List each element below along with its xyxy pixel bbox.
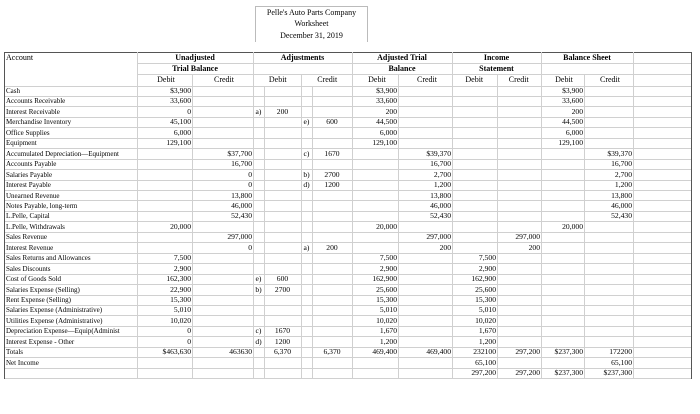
debit-column-header: Debit <box>555 75 573 84</box>
amount-cell: $37,700 <box>227 148 252 158</box>
amount-cell: d) <box>303 180 310 190</box>
account-name: Rent Expense (Selling) <box>6 296 71 304</box>
account-name: Interest Revenue <box>6 243 54 252</box>
amount-cell: 0 <box>248 169 252 179</box>
amount-cell: 297,200 <box>515 368 540 378</box>
account-name: Totals <box>6 348 24 357</box>
amount-cell: 0 <box>248 242 252 252</box>
amount-cell: 65,100 <box>611 357 632 367</box>
credit-column-header: Credit <box>417 75 437 84</box>
amount-cell: 1670 <box>324 148 340 158</box>
amount-cell: 1200 <box>274 336 291 346</box>
amount-cell: 13,800 <box>611 190 632 200</box>
amount-cell: 297,000 <box>227 232 252 242</box>
amount-cell: $3,900 <box>376 86 397 95</box>
amount-cell: 0 <box>187 326 191 336</box>
amount-cell: 463630 <box>229 347 252 357</box>
amount-cell: 6,000 <box>173 127 191 137</box>
column-group-subheader: Trial Balance <box>172 64 218 73</box>
amount-cell: 7,500 <box>379 253 397 263</box>
account-name: Sales Revenue <box>6 233 48 242</box>
column-group-header: Unadjusted <box>175 53 215 62</box>
account-name: Cash <box>6 87 20 95</box>
debit-column-header: Debit <box>268 75 287 84</box>
account-name: Interest Receivable <box>6 107 60 116</box>
credit-column-header: Credit <box>317 75 338 84</box>
amount-cell: 5,010 <box>379 305 397 315</box>
amount-cell: 2700 <box>324 169 340 179</box>
amount-cell: $39,370 <box>607 148 632 158</box>
amount-cell: 33,600 <box>562 96 583 106</box>
amount-cell: $463,630 <box>162 347 191 357</box>
amount-cell: c) <box>255 326 262 336</box>
column-group-subheader: Balance <box>388 64 416 73</box>
account-name: Unearned Revenue <box>6 191 60 200</box>
amount-cell: 1,200 <box>614 180 632 190</box>
amount-cell: 162,900 <box>372 274 397 284</box>
amount-cell: 200 <box>326 242 338 252</box>
amount-cell: 10,020 <box>376 315 397 325</box>
amount-cell: 16,700 <box>611 159 632 169</box>
column-group-header: Income <box>483 53 510 62</box>
amount-cell: 469,400 <box>426 347 451 357</box>
amount-cell: 6,000 <box>379 127 397 137</box>
amount-cell: 129,100 <box>558 138 583 148</box>
amount-cell: 297,000 <box>426 232 451 242</box>
amount-cell: 2,900 <box>173 263 191 273</box>
debit-column-header: Debit <box>368 75 386 84</box>
amount-cell: 44,500 <box>376 117 397 127</box>
credit-column-header: Credit <box>508 75 529 84</box>
amount-cell: $237,300 <box>554 368 583 378</box>
amount-cell: 0 <box>187 106 191 116</box>
amount-cell: 15,300 <box>475 295 496 304</box>
worksheet-date: December 31, 2019 <box>255 30 368 42</box>
amount-cell: 52,430 <box>430 211 451 221</box>
account-column-header: Account <box>6 53 34 62</box>
amount-cell: 2,700 <box>614 169 632 179</box>
amount-cell: a) <box>255 106 262 116</box>
grid-line <box>497 74 498 379</box>
amount-cell: 6,370 <box>323 347 341 357</box>
amount-cell: 65,100 <box>475 357 496 367</box>
amount-cell: 6,370 <box>273 347 292 357</box>
account-name: Merchandise Inventory <box>6 118 72 127</box>
amount-cell: d) <box>255 336 262 346</box>
amount-cell: 33,600 <box>170 96 191 106</box>
account-name: Net Income <box>6 358 39 367</box>
account-name: Salaries Payable <box>6 170 53 179</box>
account-name: Salaries Expense (Administrative) <box>6 306 103 315</box>
amount-cell: 25,600 <box>376 284 397 294</box>
amount-cell: 297,000 <box>515 232 540 242</box>
amount-cell: $39,370 <box>426 148 451 158</box>
account-name: Salaries Expense (Selling) <box>6 285 80 294</box>
amount-cell: 2,900 <box>379 263 397 273</box>
account-name: L.Pelle, Capital <box>6 212 50 221</box>
amount-cell: 15,300 <box>376 295 397 304</box>
amount-cell: 200 <box>439 242 451 252</box>
amount-cell: 25,600 <box>475 284 496 294</box>
amount-cell: 2,700 <box>433 169 451 179</box>
amount-cell: 600 <box>276 274 289 284</box>
amount-cell: 45,100 <box>170 117 191 127</box>
amount-cell: a) <box>303 242 310 252</box>
amount-cell: 1,200 <box>379 336 397 346</box>
grid-line <box>398 74 399 379</box>
amount-cell: 1,200 <box>433 180 451 190</box>
debit-column-header: Debit <box>465 75 484 84</box>
debit-column-header: Debit <box>157 75 175 84</box>
amount-cell: $3,900 <box>562 86 583 95</box>
credit-column-header: Credit <box>214 75 234 84</box>
amount-cell: 44,500 <box>562 117 583 127</box>
amount-cell: 13,800 <box>231 190 252 200</box>
amount-cell: e) <box>303 117 310 127</box>
grid-line <box>192 74 193 379</box>
amount-cell: 1,670 <box>379 326 397 336</box>
amount-cell: c) <box>303 148 310 158</box>
amount-cell: 200 <box>276 106 289 116</box>
account-name: Cost of Goods Sold <box>6 275 62 284</box>
amount-cell: 7,500 <box>173 253 191 263</box>
account-name: Interest Payable <box>6 181 51 190</box>
amount-cell: 46,000 <box>430 200 451 210</box>
amount-cell: 2,900 <box>478 263 496 273</box>
amount-cell: 20,000 <box>376 221 397 231</box>
column-group-subheader: Statement <box>479 64 514 73</box>
amount-cell: 5,010 <box>173 305 191 315</box>
worksheet-title: Worksheet <box>255 18 368 30</box>
account-name <box>4 368 138 378</box>
grid-line <box>691 52 692 379</box>
account-name: Equipment <box>6 139 37 148</box>
amount-cell: 6,000 <box>565 127 583 137</box>
amount-cell: 33,600 <box>376 96 397 106</box>
amount-cell: 13,800 <box>430 190 451 200</box>
amount-cell: 1,200 <box>478 336 496 346</box>
account-name: Sales Returns and Allowances <box>6 254 91 263</box>
amount-cell: 10,020 <box>170 315 191 325</box>
amount-cell: 2700 <box>274 284 291 294</box>
account-name: Notes Payable, long-term <box>6 201 78 210</box>
amount-cell: $237,300 <box>603 368 632 378</box>
credit-column-header: Credit <box>600 75 620 84</box>
amount-cell: 297,200 <box>471 368 496 378</box>
amount-cell: 46,000 <box>231 200 252 210</box>
amount-cell: 15,300 <box>170 295 191 304</box>
account-name: Sales Discounts <box>6 264 51 273</box>
amount-cell: 0 <box>248 180 252 190</box>
amount-cell: 22,900 <box>170 284 191 294</box>
amount-cell: 7,500 <box>478 253 496 263</box>
account-name: Depreciation Expense—Equip(Administ <box>6 327 120 336</box>
account-name: Accounts Payable <box>6 160 57 169</box>
grid-line <box>584 74 585 379</box>
amount-cell: 172200 <box>609 347 632 357</box>
amount-cell: 16,700 <box>231 159 252 169</box>
amount-cell: 232100 <box>473 347 496 357</box>
account-name: Office Supplies <box>6 128 50 137</box>
column-group-header: Balance Sheet <box>563 53 611 62</box>
amount-cell: 469,400 <box>372 347 397 357</box>
amount-cell: 5,010 <box>478 305 496 315</box>
amount-cell: 52,430 <box>231 211 252 221</box>
amount-cell: 20,000 <box>562 221 583 231</box>
amount-cell: 162,300 <box>166 274 191 284</box>
grid-line <box>633 52 634 379</box>
amount-cell: 129,100 <box>166 138 191 148</box>
amount-cell: 16,700 <box>430 159 451 169</box>
amount-cell: e) <box>255 274 262 284</box>
amount-cell: 162,900 <box>471 274 496 284</box>
amount-cell: b) <box>303 169 310 179</box>
amount-cell: 200 <box>571 106 583 116</box>
company-name: Pelle's Auto Parts Company <box>255 6 368 18</box>
amount-cell: $3,900 <box>170 86 191 95</box>
grid-line <box>312 86 313 379</box>
amount-cell: 1,670 <box>478 326 496 336</box>
column-group-header: Adjustments <box>280 53 325 62</box>
account-name: Utilities Expense (Administrative) <box>6 316 103 325</box>
amount-cell: 0 <box>187 336 191 346</box>
amount-cell: b) <box>255 284 262 294</box>
amount-cell: $237,300 <box>554 347 583 357</box>
amount-cell: 200 <box>385 106 397 116</box>
amount-cell: 200 <box>528 242 540 252</box>
column-group-header: Adjusted Trial <box>377 53 427 62</box>
account-name: Accumulated Depreciation—Equipment <box>6 149 119 158</box>
amount-cell: 1670 <box>274 326 291 336</box>
amount-cell: 297,200 <box>515 347 540 357</box>
amount-cell: 1200 <box>324 180 340 190</box>
amount-cell: 600 <box>326 117 338 127</box>
amount-cell: 46,000 <box>611 200 632 210</box>
account-name: Accounts Receivable <box>6 97 66 106</box>
amount-cell: 129,100 <box>372 138 397 148</box>
account-name: Interest Expense - Other <box>6 337 75 346</box>
amount-cell: 10,020 <box>475 315 496 325</box>
amount-cell: 20,000 <box>170 221 191 231</box>
amount-cell: 52,430 <box>611 211 632 221</box>
account-name: L.Pelle, Withdrawals <box>6 222 65 231</box>
